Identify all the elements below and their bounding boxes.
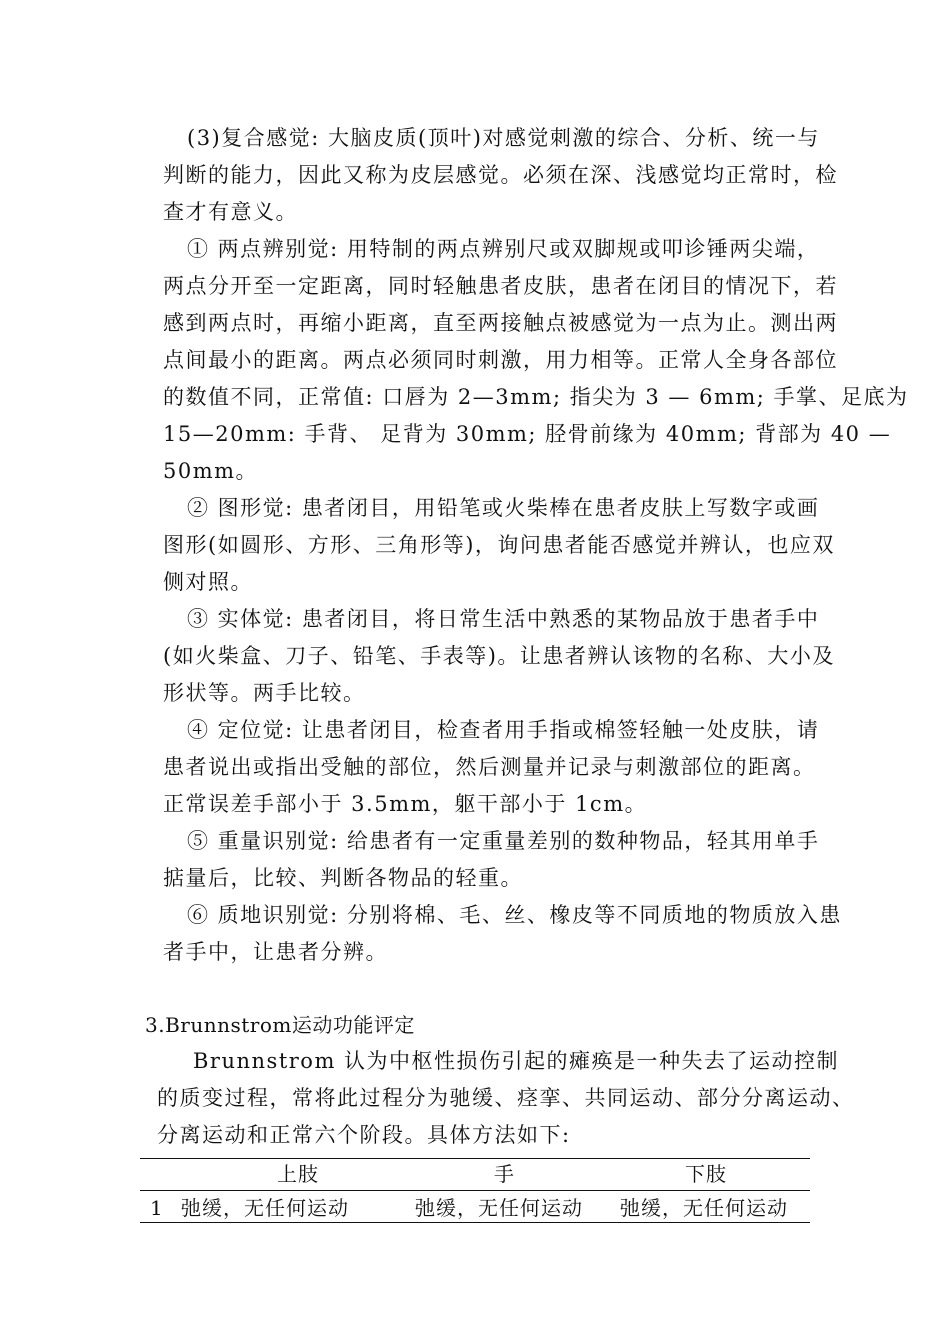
paragraph-line: 正常误差手部小于 3.5mm，躯干部小于 1cm。 [163, 792, 648, 816]
paragraph-line: 者手中，让患者分辨。 [163, 940, 388, 964]
paragraph-line: ③ 实体觉: 患者闭目，将日常生活中熟悉的某物品放于患者手中 [187, 607, 820, 631]
table-header-upper-limb: 上肢 [277, 1162, 319, 1186]
paragraph-line: 形状等。两手比较。 [163, 681, 366, 705]
paragraph-line: 15—20mm: 手背、 足背为 30mm; 胫骨前缘为 40mm; 背部为 40 — [163, 422, 892, 446]
paragraph-line: 判断的能力，因此又称为皮层感觉。必须在深、浅感觉均正常时，检 [163, 163, 838, 187]
table-header-hand: 手 [494, 1162, 515, 1186]
table-header-rule [140, 1190, 810, 1191]
paragraph-line: 侧对照。 [163, 570, 253, 594]
table-cell-upper-limb: 弛缓，无任何运动 [181, 1196, 349, 1220]
paragraph-line: ⑥ 质地识别觉: 分别将棉、毛、丝、橡皮等不同质地的物质放入患 [187, 903, 842, 927]
table-bottom-rule [140, 1222, 810, 1223]
paragraph-line: (如火柴盒、刀子、铅笔、手表等)。让患者辨认该物的名称、大小及 [163, 644, 835, 668]
paragraph-line: 的数值不同，正常值: 口唇为 2—3mm; 指尖为 3 — 6mm; 手掌、足底为 [163, 385, 909, 409]
paragraph-line: 患者说出或指出受触的部位，然后测量并记录与刺激部位的距离。 [163, 755, 816, 779]
section-heading: 3.Brunnstrom运动功能评定 [145, 1013, 415, 1037]
table-cell-hand: 弛缓，无任何运动 [415, 1196, 583, 1220]
paragraph-line: 分离运动和正常六个阶段。具体方法如下: [157, 1123, 571, 1147]
paragraph-line: ④ 定位觉: 让患者闭目，检查者用手指或棉签轻触一处皮肤，请 [187, 718, 820, 742]
paragraph-line: 掂量后，比较、判断各物品的轻重。 [163, 866, 523, 890]
table-cell-lower-limb: 弛缓，无任何运动 [620, 1196, 788, 1220]
paragraph-line: 两点分开至一定距离，同时轻触患者皮肤，患者在闭目的情况下，若 [163, 274, 838, 298]
paragraph-line: (3)复合感觉: 大脑皮质(顶叶)对感觉刺激的综合、分析、统一与 [187, 126, 820, 150]
paragraph-line: ⑤ 重量识别觉: 给患者有一定重量差别的数种物品，轻其用单手 [187, 829, 820, 853]
paragraph-line: Brunnstrom 认为中枢性损伤引起的瘫痪是一种失去了运动控制 [193, 1049, 840, 1073]
paragraph-line: 的质变过程，常将此过程分为驰缓、痉挛、共同运动、部分分离运动、 [157, 1086, 855, 1110]
table-header-lower-limb: 下肢 [685, 1162, 727, 1186]
table-cell-stage: 1 [150, 1196, 164, 1220]
paragraph-line: 查才有意义。 [163, 200, 298, 224]
paragraph-line: ② 图形觉: 患者闭目，用铅笔或火柴棒在患者皮肤上写数字或画 [187, 496, 820, 520]
paragraph-line: ① 两点辨别觉: 用特制的两点辨别尺或双脚规或叩诊锤两尖端， [187, 237, 820, 261]
paragraph-line: 图形(如圆形、方形、三角形等)，询问患者能否感觉并辨认，也应双 [163, 533, 835, 557]
paragraph-line: 50mm。 [163, 459, 259, 483]
table-top-rule [140, 1158, 810, 1159]
paragraph-line: 点间最小的距离。两点必须同时刺激，用力相等。正常人全身各部位 [163, 348, 838, 372]
paragraph-line: 感到两点时，再缩小距离，直至两接触点被感觉为一点为止。测出两 [163, 311, 838, 335]
